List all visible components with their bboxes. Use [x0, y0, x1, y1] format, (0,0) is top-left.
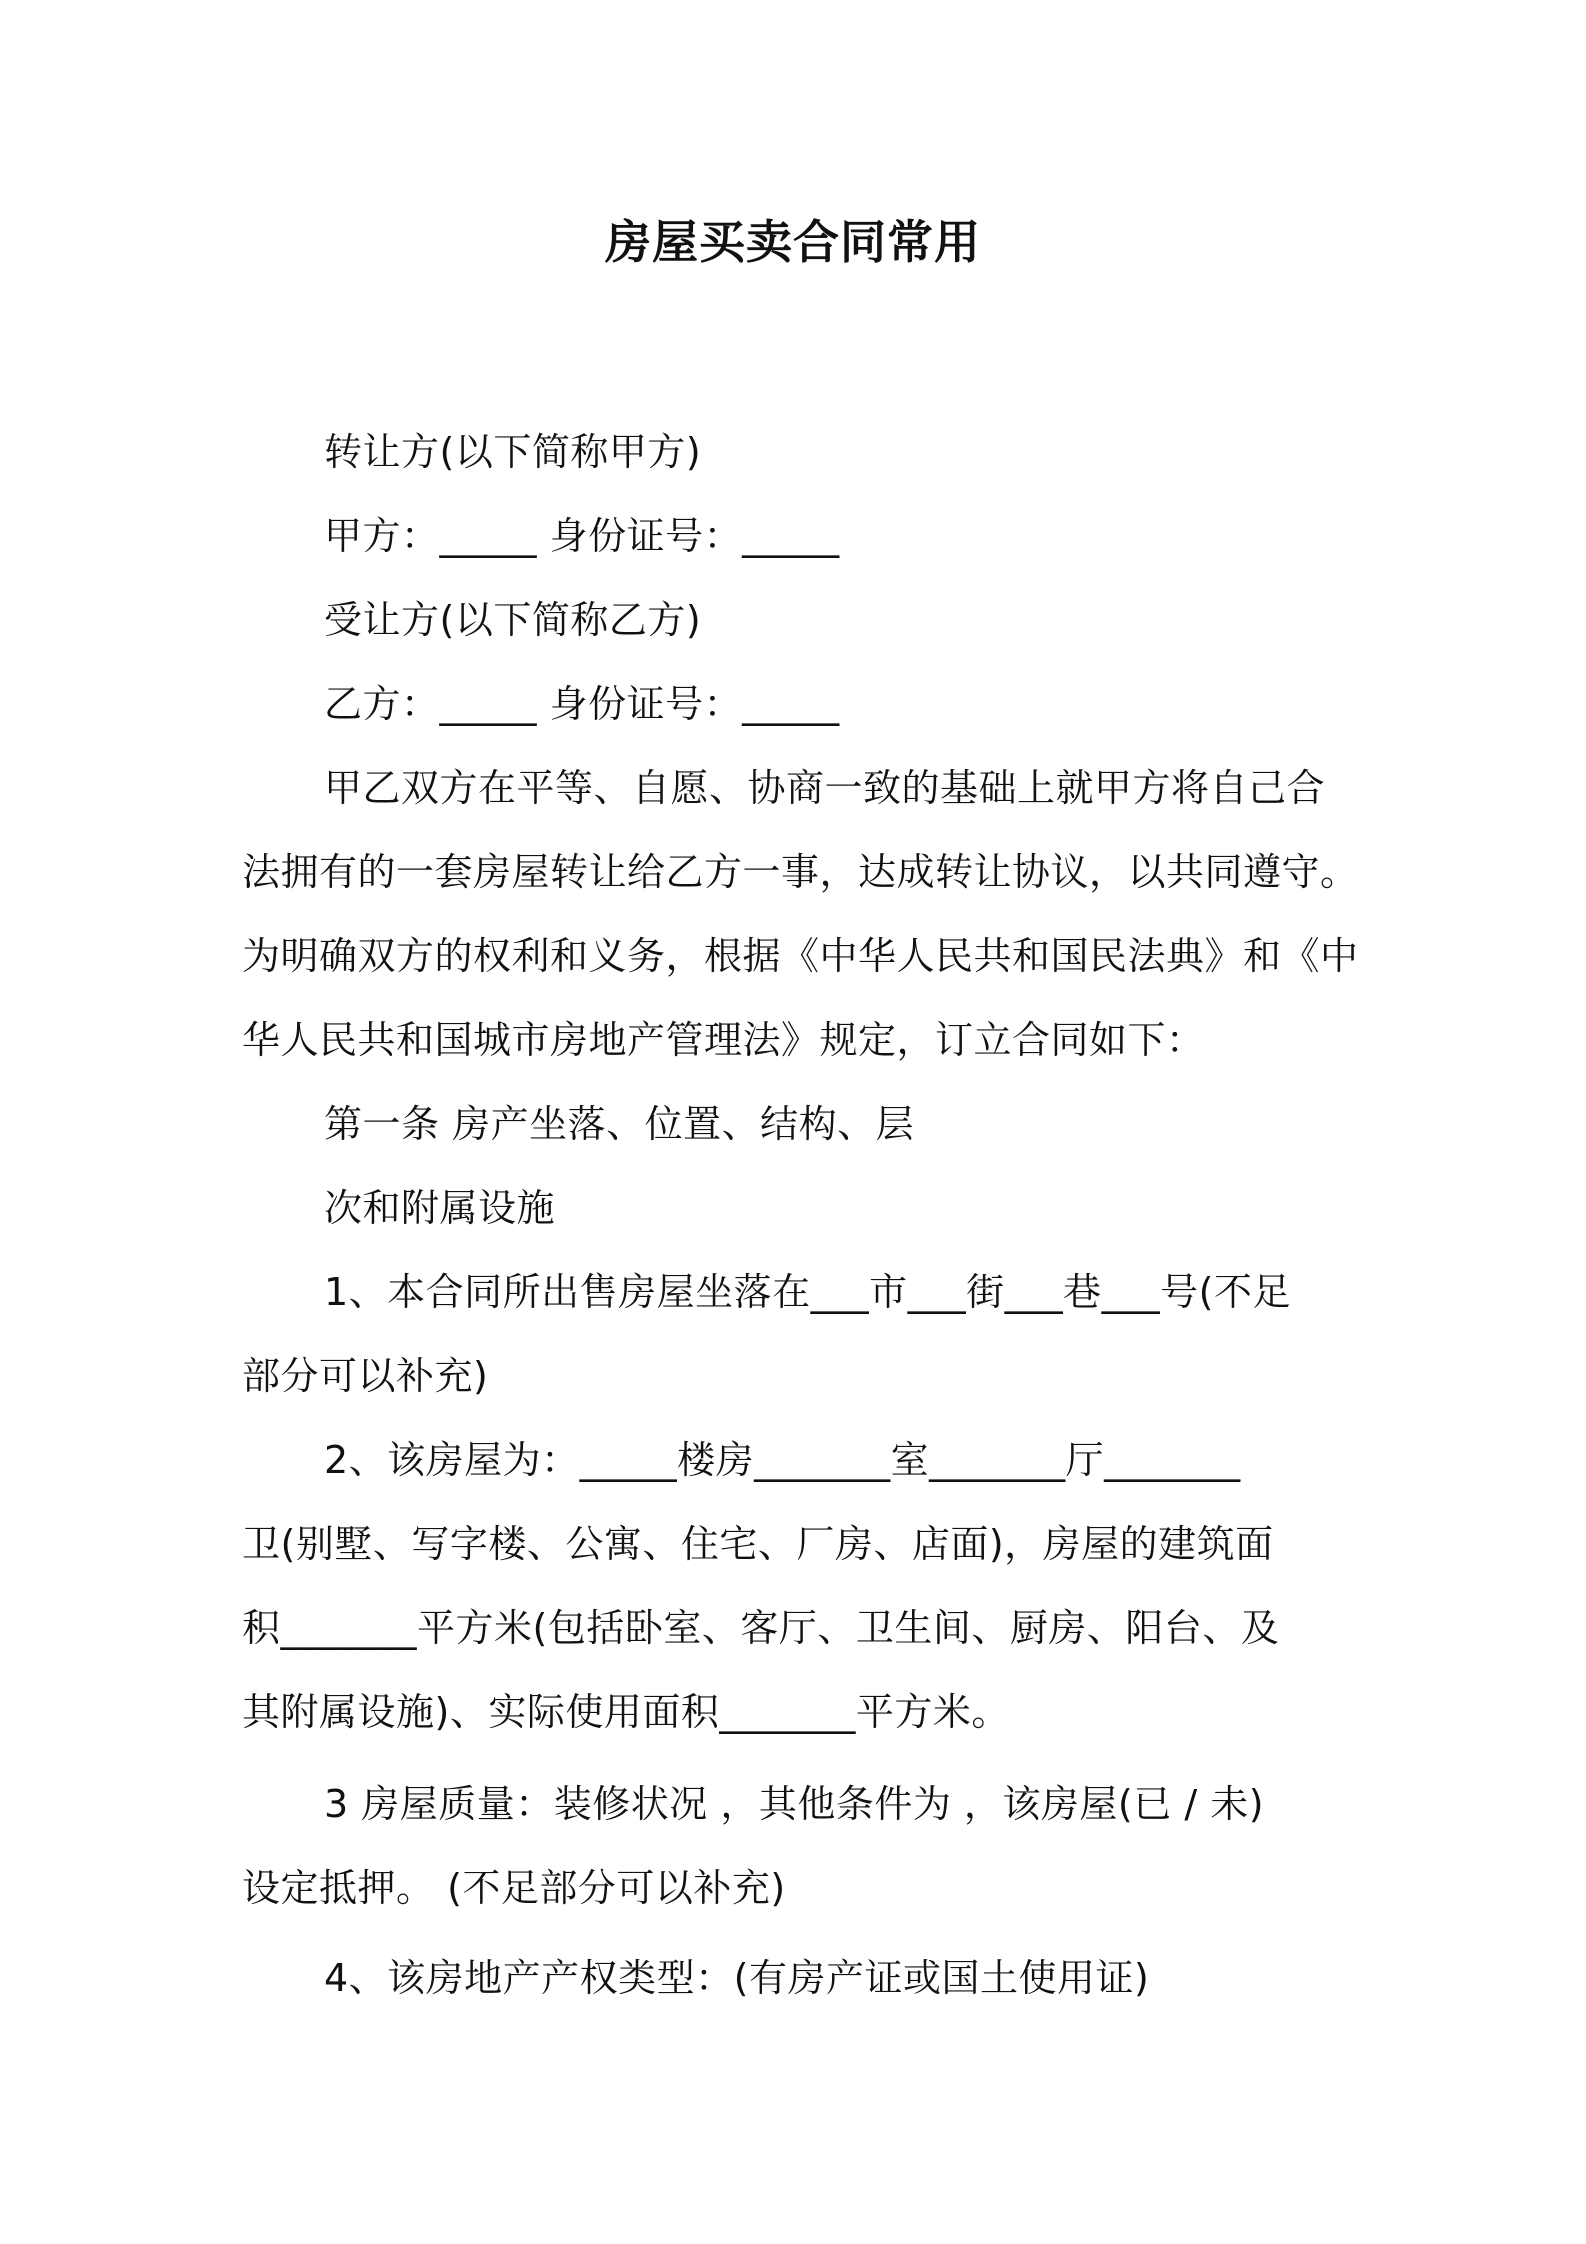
document-title: 房屋买卖合同常用 [605, 215, 981, 269]
line-item-2-cont-2: 积_______平方米(包括卧室、客厅、卫生间、厨房、阳台、及 [242, 1606, 1280, 1650]
line-item-4: 4、该房地产产权类型：(有房产证或国土使用证) [324, 1956, 1150, 2000]
line-party-b: 乙方：_____ 身份证号：_____ [324, 682, 840, 726]
line-item-2-cont-3: 其附属设施)、实际使用面积_______平方米。 [242, 1690, 1010, 1734]
line-item-2-cont-1: 卫(别墅、写字楼、公寓、住宅、厂房、店面)，房屋的建筑面 [242, 1522, 1274, 1566]
line-article-1-title-cont: 次和附属设施 [324, 1186, 556, 1230]
line-transferee-heading: 受让方(以下简称乙方) [324, 598, 702, 642]
line-preamble-3: 为明确双方的权利和义务，根据《中华人民共和国民法典》和《中 [242, 934, 1359, 978]
line-item-1-cont: 部分可以补充) [242, 1354, 489, 1398]
line-article-1-title: 第一条 房产坐落、位置、结构、层 [324, 1102, 915, 1146]
line-preamble-2: 法拥有的一套房屋转让给乙方一事，达成转让协议，以共同遵守。 [242, 850, 1359, 894]
line-preamble-4: 华人民共和国城市房地产管理法》规定，订立合同如下： [242, 1018, 1205, 1062]
line-item-2: 2、该房屋为：_____楼房_______室_______厅_______ [324, 1438, 1241, 1482]
line-item-1: 1、本合同所出售房屋坐落在___市___街___巷___号(不足 [324, 1270, 1292, 1314]
line-preamble-1: 甲乙双方在平等、自愿、协商一致的基础上就甲方将自己合 [324, 766, 1326, 810]
line-item-3-cont: 设定抵押。 (不足部分可以补充) [242, 1866, 786, 1910]
line-item-3: 3 房屋质量：装修状况 ，其他条件为 ，该房屋(已 / 未) [324, 1782, 1265, 1826]
line-party-a: 甲方：_____ 身份证号：_____ [324, 514, 840, 558]
line-transferor-heading: 转让方(以下简称甲方) [324, 430, 702, 474]
